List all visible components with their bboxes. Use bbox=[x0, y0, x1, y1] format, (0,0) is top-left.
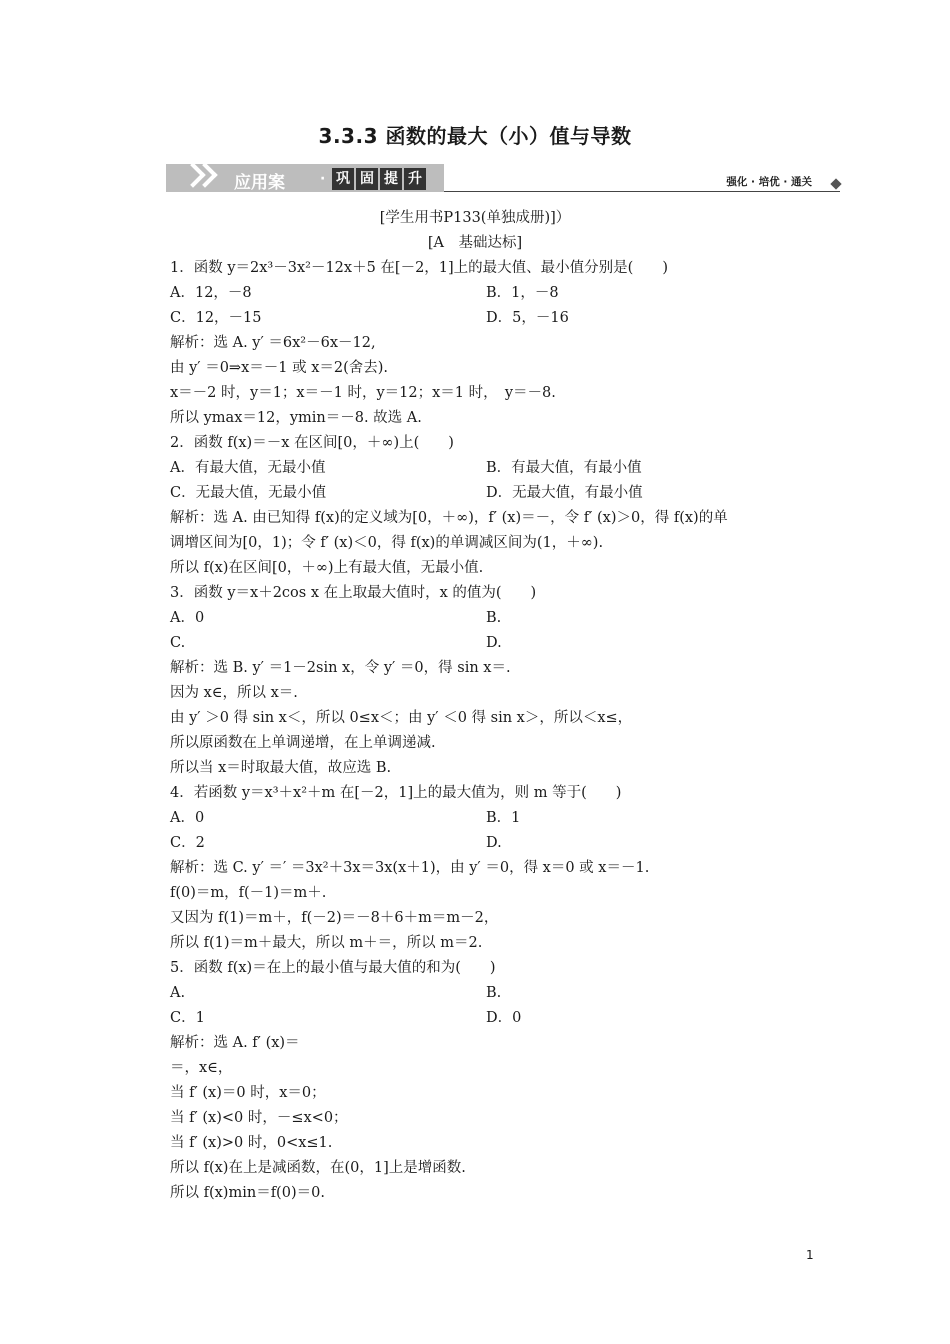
solution-line: 当 f′ (x)<0 时，－≤x<0； bbox=[170, 1110, 348, 1126]
option-d: D．0 bbox=[486, 1010, 522, 1026]
solution-line: 又因为 f(1)＝m＋，f(－2)＝－8＋6＋m＝m－2， bbox=[170, 910, 499, 926]
banner-box-char: 升 bbox=[404, 168, 426, 190]
option-a: A．有最大值，无最小值 bbox=[170, 460, 326, 476]
question-4: 4．若函数 y＝x³＋x²＋m 在[－2，1]上的最大值为，则 m 等于( ) bbox=[170, 785, 622, 801]
solution-line: f(0)＝m，f(－1)＝m＋. bbox=[170, 885, 327, 901]
question-5: 5．函数 f(x)＝在上的最小值与最大值的和为( ) bbox=[170, 960, 496, 976]
option-d: D．无最大值，有最小值 bbox=[486, 485, 643, 501]
solution-line: 解析：选 A. 由已知得 f(x)的定义域为[0，＋∞)，f′ (x)＝－，令 f′ (x)＞0，得 f(x)的单 bbox=[170, 510, 728, 526]
solution-line: 当 f′ (x)>0 时，0<x≤1. bbox=[170, 1135, 333, 1151]
diamond-icon bbox=[830, 178, 841, 189]
banner-box-char: 巩 bbox=[332, 168, 354, 190]
banner-box-char: 固 bbox=[356, 168, 378, 190]
banner-dot: · bbox=[320, 171, 326, 187]
solution-line: 所以当 x＝时取最大值，故应选 B. bbox=[170, 760, 392, 776]
solution-line: 由 y′ ＝0⇒x＝－1 或 x＝2(舍去). bbox=[170, 360, 389, 376]
banner-box-char: 提 bbox=[380, 168, 402, 190]
solution-line: 解析：选 C. y′ ＝′ ＝3x²＋3x＝3x(x＋1)，由 y′ ＝0，得 x＝0 或 x＝－1. bbox=[170, 860, 650, 876]
solution-line: 由 y′ ＞0 得 sin x＜，所以 0≤x＜；由 y′ ＜0 得 sin x＞，所以＜x≤， bbox=[170, 710, 633, 726]
section-banner bbox=[166, 162, 842, 196]
option-c: C．12，－15 bbox=[170, 310, 262, 326]
option-b: B．1 bbox=[486, 810, 521, 826]
solution-line: x＝－2 时，y＝1；x＝－1 时，y＝12；x＝1 时， y＝－8. bbox=[170, 385, 556, 401]
option-d: D．5，－16 bbox=[486, 310, 569, 326]
solution-line: 所以 f(x)min＝f(0)＝0. bbox=[170, 1185, 325, 1201]
question-2: 2．函数 f(x)＝－x 在区间[0，＋∞)上( ) bbox=[170, 435, 454, 451]
solution-line: 所以 f(1)＝m＋最大，所以 m＋＝，所以 m＝2. bbox=[170, 935, 483, 951]
banner-label: 应用案 bbox=[234, 173, 285, 193]
option-d: D. bbox=[486, 835, 502, 851]
solution-line: 调增区间为[0，1)；令 f′ (x)＜0，得 f(x)的单调减区间为(1，＋∞). bbox=[170, 535, 604, 551]
book-reference: [学生用书P133(单独成册)]） bbox=[379, 210, 571, 226]
solution-line: 所以 ymax＝12，ymin＝－8. 故选 A. bbox=[170, 410, 422, 426]
banner-rule bbox=[444, 191, 840, 192]
option-a: A．12，－8 bbox=[170, 285, 252, 301]
solution-line: 所以 f(x)在区间[0，＋∞)上有最大值，无最小值. bbox=[170, 560, 484, 576]
solution-line: 所以原函数在上单调递增，在上单调递减. bbox=[170, 735, 436, 751]
solution-line: 解析：选 A. f′ (x)＝ bbox=[170, 1035, 300, 1051]
option-d: D. bbox=[486, 635, 502, 651]
option-a: A．0 bbox=[170, 810, 205, 826]
option-b: B．1，－8 bbox=[486, 285, 559, 301]
option-b: B. bbox=[486, 610, 502, 626]
solution-line: 当 f′ (x)＝0 时，x＝0； bbox=[170, 1085, 326, 1101]
solution-line: ＝，x∈， bbox=[170, 1060, 233, 1076]
option-c: C．2 bbox=[170, 835, 205, 851]
question-1: 1．函数 y＝2x³－3x²－12x＋5 在[－2，1]上的最大值、最小值分别是( ) bbox=[170, 260, 668, 276]
page-number: 1 bbox=[806, 1248, 814, 1262]
option-b: B. bbox=[486, 985, 502, 1001]
option-c: C. bbox=[170, 635, 186, 651]
solution-line: 因为 x∈，所以 x＝. bbox=[170, 685, 298, 701]
solution-line: 所以 f(x)在上是减函数，在(0，1]上是增函数. bbox=[170, 1160, 466, 1176]
solution-line: 解析：选 B. y′ ＝1－2sin x，令 y′ ＝0，得 sin x＝. bbox=[170, 660, 511, 676]
page-title: 3.3.3 函数的最大（小）值与导数 bbox=[318, 124, 632, 148]
section-heading: [A 基础达标] bbox=[427, 235, 523, 251]
question-3: 3．函数 y＝x＋2cos x 在上取最大值时，x 的值为( ) bbox=[170, 585, 537, 601]
option-b: B．有最大值，有最小值 bbox=[486, 460, 642, 476]
option-c: C．无最大值，无最小值 bbox=[170, 485, 327, 501]
solution-line: 解析：选 A. y′ ＝6x²－6x－12, bbox=[170, 335, 376, 351]
option-a: A. bbox=[170, 985, 186, 1001]
option-c: C．1 bbox=[170, 1010, 205, 1026]
banner-tagline: 强化 · 培优 · 通关 bbox=[726, 176, 812, 188]
option-a: A．0 bbox=[170, 610, 205, 626]
